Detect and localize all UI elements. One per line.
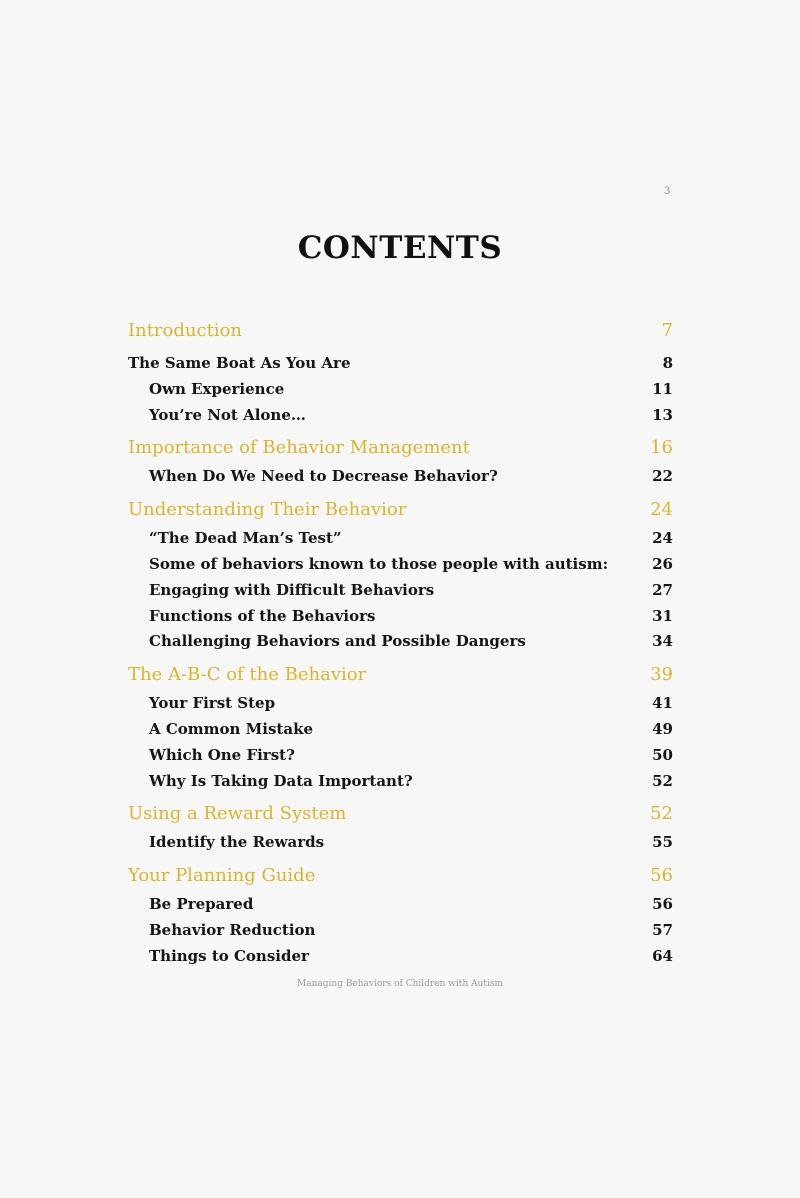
toc-page-number: 26 (652, 554, 673, 573)
toc-chapter-understanding[interactable] (128, 494, 673, 526)
toc-section-decrease-behavior[interactable] (128, 464, 673, 490)
toc-section-label: “The Dead Man’s Test” (149, 529, 342, 548)
toc-section-label: You’re Not Alone… (149, 405, 306, 424)
toc-section-which-first[interactable] (128, 743, 673, 769)
toc-page-number: 31 (652, 606, 673, 625)
toc-section-label: Identify the Rewards (149, 833, 325, 852)
toc-chapter-label: Importance of Behavior Management (128, 437, 470, 459)
toc-section-behavior-reduction[interactable] (128, 918, 673, 944)
toc-page-number: 57 (652, 920, 673, 939)
toc-section-label: Own Experience (149, 379, 285, 398)
toc-page-number: 24 (652, 529, 673, 548)
page-number: 3 (664, 186, 671, 197)
toc-section-taking-data[interactable] (128, 769, 673, 795)
toc-page-number: 22 (652, 467, 673, 486)
toc-section-label: Your First Step (149, 694, 276, 713)
toc-section-label: The Same Boat As You Are (128, 354, 351, 372)
toc-chapter-label: Using a Reward System (128, 803, 347, 825)
toc-page-number: 52 (650, 803, 673, 825)
page-footer: Managing Behaviors of Children with Autism (297, 979, 503, 989)
toc-section-identify-rewards[interactable] (128, 830, 673, 856)
toc-page-number: 34 (652, 632, 673, 651)
toc-page-number: 41 (652, 694, 673, 713)
toc-page-number: 39 (650, 664, 673, 686)
toc-page-number: 52 (652, 771, 673, 790)
toc-section-label: Which One First? (149, 745, 295, 764)
toc-page-number: 50 (652, 745, 673, 764)
toc-page-number: 56 (650, 865, 673, 887)
toc-section-dead-mans-test[interactable] (128, 526, 673, 552)
toc-chapter-label: The A-B-C of the Behavior (128, 664, 367, 686)
toc-page-number: 24 (650, 499, 673, 521)
toc-chapter-introduction[interactable] (128, 315, 673, 347)
toc-page-number: 64 (652, 946, 673, 965)
toc-section-label: Some of behaviors known to those people with autism: (149, 554, 609, 573)
toc-section-common-mistake[interactable] (128, 717, 673, 743)
toc-page-number: 55 (652, 833, 673, 852)
toc-section-label: Behavior Reduction (149, 920, 316, 939)
toc-section-known-behaviors[interactable] (128, 552, 673, 578)
toc-section-functions[interactable] (128, 604, 673, 630)
toc-section-label: Be Prepared (149, 895, 254, 914)
toc-page-number: 7 (661, 320, 673, 341)
toc-section-label: When Do We Need to Decrease Behavior? (149, 467, 498, 486)
toc-page-number: 27 (652, 580, 673, 599)
toc-section-first-step[interactable] (128, 691, 673, 717)
toc-chapter-abc[interactable] (128, 659, 673, 691)
toc-section-label: A Common Mistake (149, 719, 314, 738)
toc-section-be-prepared[interactable] (128, 892, 673, 918)
toc-chapter-label: Your Planning Guide (128, 865, 316, 887)
toc-section-engaging[interactable] (128, 578, 673, 604)
toc-page-number: 13 (652, 405, 673, 424)
toc-chapter-reward[interactable] (128, 798, 673, 830)
page-title: CONTENTS (297, 230, 503, 266)
toc-chapter-label: Understanding Their Behavior (128, 499, 407, 521)
table-of-contents (128, 315, 673, 970)
toc-section-label: Challenging Behaviors and Possible Dangers (149, 632, 526, 651)
toc-page-number: 49 (652, 719, 673, 738)
toc-page-number: 11 (652, 379, 673, 398)
toc-section-own-experience[interactable] (128, 377, 673, 403)
toc-section-dangers[interactable] (128, 629, 673, 655)
toc-section-not-alone[interactable] (128, 403, 673, 429)
toc-page-number: 16 (650, 437, 673, 459)
toc-chapter-label: Introduction (128, 320, 242, 341)
toc-page-number: 8 (662, 354, 673, 372)
toc-section-label: Functions of the Behaviors (149, 606, 376, 625)
toc-chapter-importance[interactable] (128, 432, 673, 464)
toc-section-things-to-consider[interactable] (128, 944, 673, 970)
toc-section-label: Why Is Taking Data Important? (149, 771, 413, 790)
toc-chapter-planning[interactable] (128, 860, 673, 892)
toc-section-label: Things to Consider (149, 946, 309, 965)
toc-page-number: 56 (652, 895, 673, 914)
toc-section-label: Engaging with Difficult Behaviors (149, 580, 435, 599)
toc-section-same-boat[interactable] (128, 351, 673, 377)
